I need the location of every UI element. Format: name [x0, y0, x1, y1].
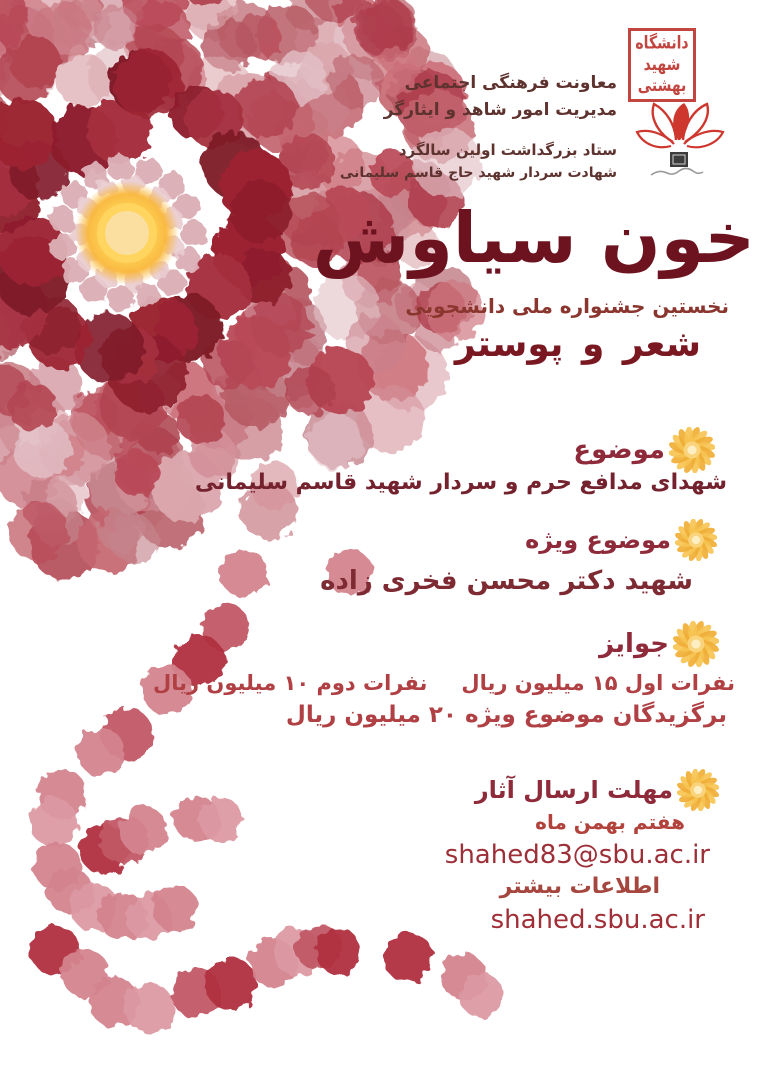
- poster-subtitle: نخستین جشنواره ملی دانشجویی: [405, 294, 729, 318]
- golden-flower-icon: [677, 769, 719, 811]
- dept-line-2: مدیریت امور شاهد و ایثارگر: [383, 100, 617, 120]
- signature-scribble: [651, 169, 703, 176]
- section-topic-heading-row: [573, 427, 715, 473]
- section-prizes-heading-row: [599, 621, 719, 667]
- section-deadline-heading-row: [475, 769, 719, 811]
- sun-center: [75, 181, 179, 285]
- prizes-line-2: برگزیدگان موضوع ویژه ۲۰ میلیون ریال: [285, 702, 727, 728]
- deadline-heading: مهلت ارسال آثار: [474, 776, 673, 804]
- submission-email: shahed83@sbu.ac.ir: [444, 840, 710, 870]
- prize-first-place: نفرات اول ۱۵ میلیون ریال: [461, 671, 735, 695]
- golden-flower-icon: [673, 621, 719, 667]
- golden-flower-icon: [669, 427, 715, 473]
- website-address: shahed.sbu.ac.ir: [490, 905, 705, 935]
- committee-line-1: ستاد بزرگداشت اولین سالگرد: [398, 141, 617, 159]
- media-line: شعر و پوستر: [454, 324, 701, 365]
- tulip-logo: [621, 100, 741, 192]
- committee-line-2: شهادت سردار شهید حاج قاسم سلیمانی: [339, 165, 617, 181]
- topic-body: شهدای مدافع حرم و سردار شهید قاسم سلیمانی: [194, 470, 727, 495]
- organizer-block: [340, 70, 617, 185]
- more-info-label: اطلاعات بیشتر: [499, 874, 660, 899]
- section-special-heading-row: [525, 519, 717, 561]
- poster-title: خون سیاوش: [312, 197, 755, 279]
- special-topic-body: شهید دکتر محسن فخری زاده: [320, 566, 693, 596]
- deadline-date: هفتم بهمن ماه: [535, 810, 685, 834]
- tulip-right-leaf: [684, 131, 723, 147]
- dept-line-1: معاونت فرهنگی اجتماعی: [404, 73, 617, 93]
- topic-heading: موضوع: [573, 435, 665, 465]
- prize-second-place: نفرات دوم ۱۰ میلیون ریال: [153, 671, 428, 695]
- golden-flower-icon: [675, 519, 717, 561]
- university-seal-logo: [628, 28, 696, 102]
- prizes-line-1: [153, 671, 735, 695]
- university-seal-text: دانشگاه شهید بهشتی: [635, 33, 689, 96]
- special-topic-heading: موضوع ویژه: [525, 526, 671, 554]
- tulip-left-leaf: [637, 131, 674, 147]
- prizes-heading: جوایز: [599, 629, 669, 659]
